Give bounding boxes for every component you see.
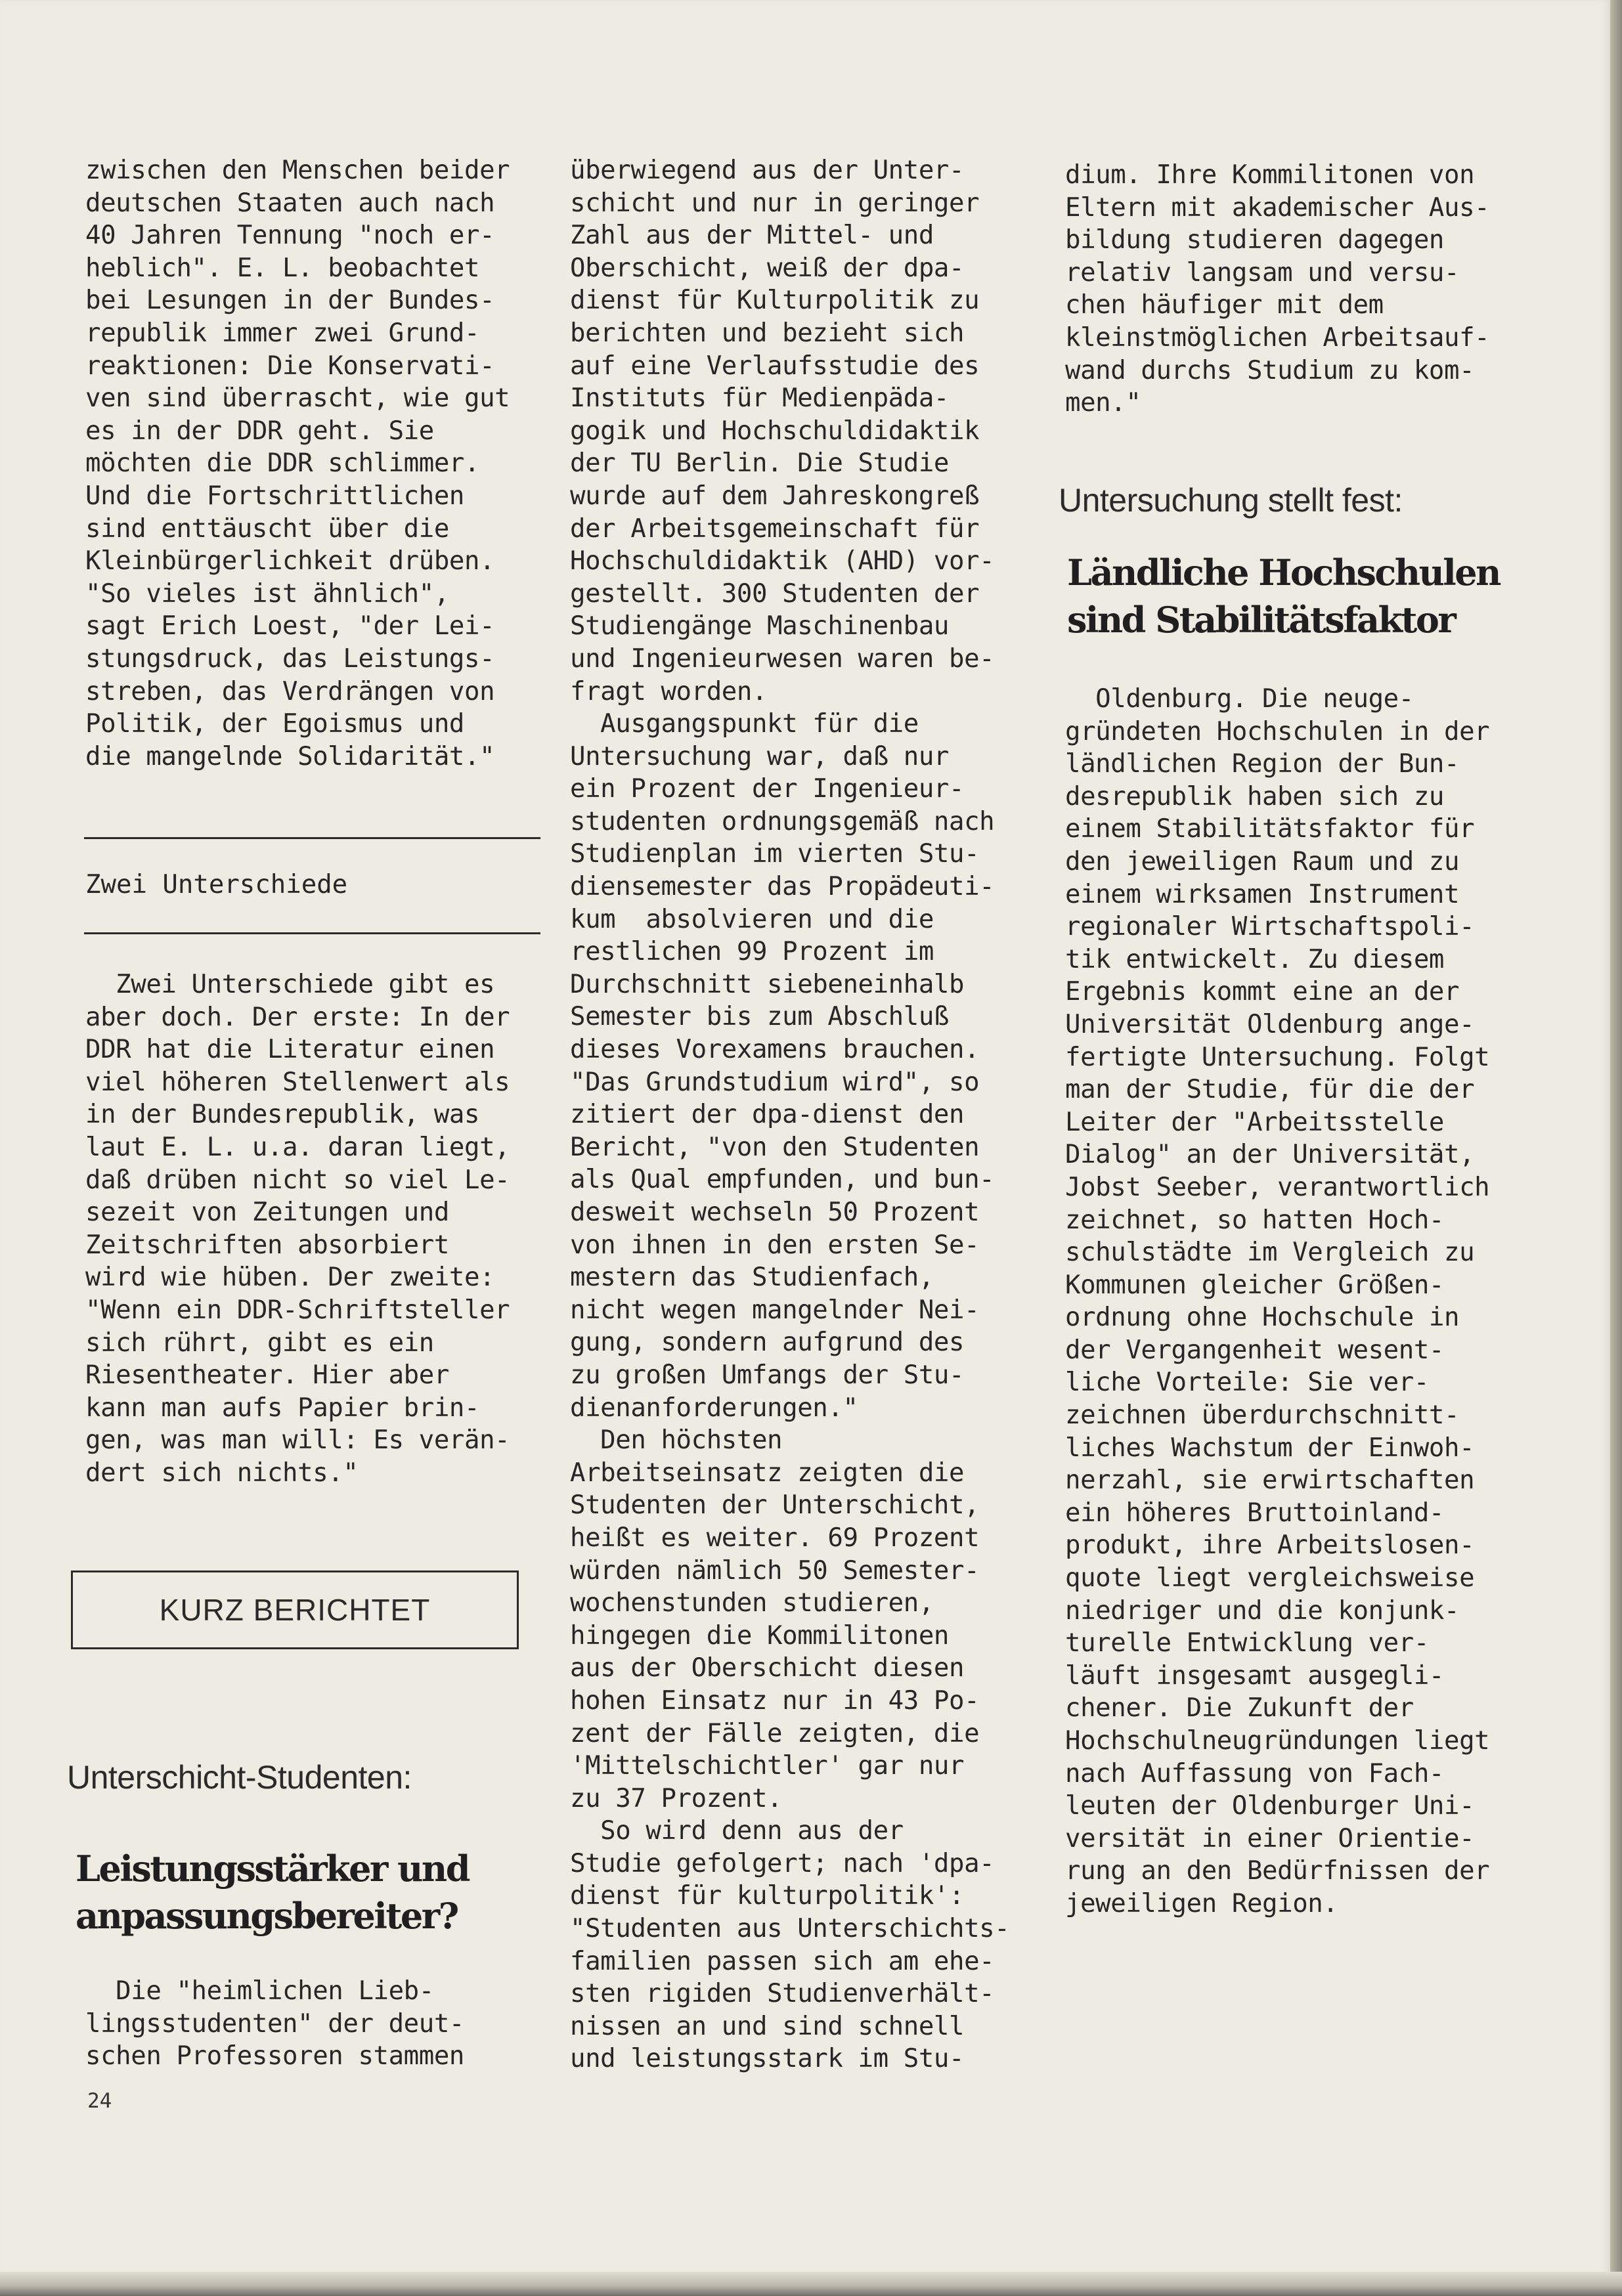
text-line: bei Lesungen in der Bundes- [85, 286, 495, 316]
text-line: berichten und bezieht sich [570, 318, 965, 348]
text-line: sind enttäuscht über die [85, 513, 449, 544]
kicker-untersuchung: Untersuchung stellt fest: [1059, 482, 1403, 519]
text-line: Studie gefolgert; nach 'dpa- [570, 1848, 995, 1878]
text-line: Oberschicht, weiß der dpa- [570, 253, 965, 283]
text-line: Ausgangspunkt für die [570, 709, 919, 739]
text-line: in der Bundesrepublik, was [85, 1100, 480, 1130]
text-line: relativ langsam und versu- [1065, 257, 1460, 288]
text-line: fragt worden. [570, 676, 768, 706]
text-line: Den höchsten [570, 1425, 783, 1456]
text-line: Eltern mit akademischer Aus- [1065, 192, 1490, 223]
column-1-text-bottom [85, 1975, 464, 2073]
headline-line: Leistungsstärker und [76, 1848, 469, 1890]
text-line: kleinstmöglichen Arbeitsauf- [1065, 322, 1490, 353]
text-line: dium. Ihre Kommilitonen von [1065, 160, 1475, 190]
text-line: Studiengänge Maschinenbau [570, 611, 949, 641]
text-line: sagt Erich Loest, "der Lei- [85, 611, 495, 641]
text-line: zu 37 Prozent. [570, 1783, 783, 1813]
kicker-unterschicht: Unterschicht-Studenten: [67, 1759, 412, 1796]
text-line: daß drüben nicht so viel Le- [85, 1165, 510, 1195]
page-edge-bottom [0, 2272, 1622, 2296]
text-line: wurde auf dem Jahreskongreß [570, 481, 980, 511]
text-line: der TU Berlin. Die Studie [570, 448, 949, 479]
text-line: So wird denn aus der [570, 1816, 904, 1846]
text-line: "So vieles ist ähnlich", [85, 578, 449, 609]
text-line: einem wirksamen Instrument [1065, 879, 1460, 909]
text-line: desrepublik haben sich zu [1065, 781, 1444, 812]
text-line: dieses Vorexamens brauchen. [570, 1035, 980, 1065]
text-line: kann man aufs Papier brin- [85, 1393, 480, 1423]
text-line: stungsdruck, das Leistungs- [85, 643, 495, 674]
text-line: zwischen den Menschen beider [85, 156, 510, 185]
text-line: ein Prozent der Ingenieur- [570, 774, 965, 804]
text-line: Untersuchung war, daß nur [570, 741, 949, 771]
text-line: gestellt. 300 Studenten der [570, 578, 980, 609]
text-line: Politik, der Egoismus und [85, 709, 464, 739]
text-line: zitiert der dpa-dienst den [570, 1100, 965, 1130]
text-line: von ihnen in den ersten Se- [570, 1230, 980, 1260]
text-line: studenten ordnungsgemäß nach [570, 806, 995, 836]
text-line: zeichnen überdurchschnitt- [1065, 1400, 1460, 1431]
text-line: dert sich nichts." [85, 1458, 359, 1488]
column-3-text-bottom [1065, 683, 1489, 1920]
text-line: lingsstudenten" der deut- [85, 2008, 464, 2039]
text-line: jeweiligen Region. [1065, 1888, 1338, 1918]
text-line: familien passen sich am ehe- [570, 1946, 995, 1976]
text-line: es in der DDR geht. Sie [85, 416, 434, 446]
text-line: wird wie hüben. Der zweite: [85, 1263, 495, 1293]
text-line: ländlichen Region der Bun- [1065, 749, 1460, 779]
text-line: heblich". E. L. beobachtet [85, 253, 480, 283]
text-line: reaktionen: Die Konservati- [85, 351, 495, 381]
text-line: "Das Grundstudium wird", so [570, 1067, 980, 1097]
text-line: regionaler Wirtschaftspoli- [1065, 912, 1475, 942]
text-line: Durchschnitt siebeneinhalb [570, 969, 965, 999]
text-line: zeichnet, so hatten Hoch- [1065, 1205, 1444, 1235]
text-line: wand durchs Studium zu kom- [1065, 355, 1475, 385]
text-line: läuft insgesamt ausgegli- [1065, 1660, 1444, 1691]
text-line: kum absolvieren und die [570, 904, 934, 934]
text-line: mestern das Studienfach, [570, 1263, 934, 1293]
text-line: ordnung ohne Hochschule in [1065, 1303, 1460, 1333]
text-line: liches Wachstum der Einwoh- [1065, 1433, 1475, 1463]
text-line: "Studenten aus Unterschichts- [570, 1914, 1010, 1944]
kurz-berichtet-box: KURZ BERICHTET [71, 1570, 519, 1649]
text-line: zent der Fälle zeigten, die [570, 1718, 980, 1748]
text-line: als Qual empfunden, und bun- [570, 1165, 995, 1195]
column-1-text-top [85, 154, 510, 773]
text-line: den jeweiligen Raum und zu [1065, 846, 1460, 877]
text-line: men." [1065, 388, 1141, 418]
text-line: nach Auffassung von Fach- [1065, 1758, 1444, 1788]
text-line: laut E. L. u.a. daran liegt, [85, 1132, 510, 1162]
text-line: aus der Oberschicht diesen [570, 1653, 965, 1683]
text-line: Arbeitseinsatz zeigten die [570, 1458, 965, 1488]
text-line: chen häufiger mit dem [1065, 290, 1384, 320]
text-line: dienanforderungen." [570, 1393, 858, 1423]
text-line: Zeitschriften absorbiert [85, 1230, 449, 1260]
text-line: Zwei Unterschiede gibt es [85, 970, 495, 999]
text-line: Hochschuldidaktik (AHD) vor- [570, 546, 995, 576]
text-line: 40 Jahren Tennung "noch er- [85, 221, 495, 251]
text-line: "Wenn ein DDR-Schriftsteller [85, 1295, 510, 1325]
text-line: würden nämlich 50 Semester- [570, 1555, 980, 1586]
rule-bottom [84, 932, 540, 934]
headline-laendliche-hochschulen [1067, 549, 1500, 643]
text-line: 'Mittelschichtler' gar nur [570, 1751, 965, 1781]
text-line: schulstädte im Vergleich zu [1065, 1238, 1475, 1268]
text-line: deutschen Staaten auch nach [85, 188, 495, 218]
text-line: Und die Fortschrittlichen [85, 481, 464, 511]
subheading-zwei-unterschiede: Zwei Unterschiede [85, 870, 348, 899]
text-line: Oldenburg. Die neuge- [1065, 684, 1414, 714]
text-line: diensemester das Propädeuti- [570, 872, 995, 902]
text-line: überwiegend aus der Unter- [570, 156, 965, 185]
text-line: möchten die DDR schlimmer. [85, 448, 480, 479]
text-line: ven sind überrascht, wie gut [85, 383, 510, 414]
text-line: schen Professoren stammen [85, 2041, 464, 2071]
text-line: gen, was man will: Es verän- [85, 1425, 510, 1456]
text-line: niedriger und die konjunk- [1065, 1595, 1460, 1626]
text-line: republik immer zwei Grund- [85, 318, 480, 348]
text-line: Studenten der Unterschicht, [570, 1490, 980, 1521]
text-line: nerzahl, sie erwirtschaften [1065, 1465, 1475, 1496]
text-line: Hochschulneugründungen liegt [1065, 1726, 1490, 1756]
text-line: Universität Oldenburg ange- [1065, 1009, 1475, 1039]
text-line: quote liegt vergleichsweise [1065, 1563, 1475, 1593]
text-line: DDR hat die Literatur einen [85, 1035, 495, 1065]
text-line: hohen Einsatz nur in 43 Po- [570, 1685, 980, 1716]
text-line: heißt es weiter. 69 Prozent [570, 1523, 980, 1553]
column-2-text [570, 154, 1009, 2075]
text-line: Instituts für Medienpäda- [570, 383, 949, 414]
text-line: wochenstunden studieren, [570, 1588, 934, 1618]
text-line: man der Studie, für die der [1065, 1075, 1475, 1105]
text-line: der Arbeitsgemeinschaft für [570, 513, 980, 544]
column-3-text-top [1065, 159, 1489, 420]
text-line: auf eine Verlaufsstudie des [570, 351, 980, 381]
text-line: bildung studieren dagegen [1065, 225, 1444, 255]
column-1-text-middle [85, 968, 510, 1490]
text-line: sezeit von Zeitungen und [85, 1198, 449, 1228]
headline-line: sind Stabilitätsfaktor [1067, 599, 1455, 641]
text-line: und leistungsstark im Stu- [570, 2044, 965, 2074]
text-line: Studienplan im vierten Stu- [570, 839, 980, 869]
text-line: streben, das Verdrängen von [85, 676, 495, 706]
text-line: desweit wechseln 50 Prozent [570, 1198, 980, 1227]
page-number: 24 [87, 2089, 112, 2113]
text-line: Riesentheater. Hier aber [85, 1360, 449, 1391]
rule-top [84, 837, 540, 839]
headline-line: Ländliche Hochschulen [1067, 552, 1500, 594]
text-line: gründeten Hochschulen in der [1065, 716, 1490, 747]
text-line: die mangelnde Solidarität." [85, 741, 495, 771]
text-line: chener. Die Zukunft der [1065, 1693, 1414, 1723]
text-line: nissen an und sind schnell [570, 2011, 965, 2041]
text-line: Kommunen gleicher Größen- [1065, 1270, 1444, 1300]
text-line: gung, sondern aufgrund des [570, 1328, 965, 1358]
text-line: hingegen die Kommilitonen [570, 1620, 949, 1651]
text-line: Jobst Seeber, verantwortlich [1065, 1172, 1490, 1202]
text-line: und Ingenieurwesen waren be- [570, 643, 995, 674]
text-line: aber doch. Der erste: In der [85, 1002, 510, 1032]
headline-leistungsstaerker [76, 1845, 469, 1939]
text-line: tik entwickelt. Zu diesem [1065, 944, 1444, 974]
text-line: restlichen 99 Prozent im [570, 937, 934, 967]
text-line: Zahl aus der Mittel- und [570, 221, 934, 251]
text-line: ein höheres Bruttoinland- [1065, 1498, 1444, 1528]
text-line: viel höheren Stellenwert als [85, 1067, 510, 1097]
text-line: rung an den Bedürfnissen der [1065, 1856, 1490, 1886]
text-line: fertigte Untersuchung. Folgt [1065, 1042, 1490, 1072]
text-line: Dialog" an der Universität, [1065, 1140, 1475, 1170]
text-line: der Vergangenheit wesent- [1065, 1335, 1444, 1365]
text-line: produkt, ihre Arbeitslosen- [1065, 1530, 1475, 1561]
headline-line: anpassungsbereiter? [76, 1895, 458, 1937]
text-line: dienst für Kulturpolitik zu [570, 286, 980, 316]
text-line: schicht und nur in geringer [570, 188, 980, 218]
text-line: zu großen Umfangs der Stu- [570, 1360, 965, 1390]
text-line: Bericht, "von den Studenten [570, 1132, 980, 1162]
text-line: gogik und Hochschuldidaktik [570, 416, 980, 446]
text-line: Die "heimlichen Lieb- [85, 1976, 434, 2006]
text-line: leuten der Oldenburger Uni- [1065, 1791, 1475, 1821]
text-line: einem Stabilitätsfaktor für [1065, 814, 1475, 844]
text-line: sich rührt, gibt es ein [85, 1328, 434, 1358]
page-edge-right [1610, 0, 1622, 2296]
text-line: sten rigiden Studienverhält- [570, 1979, 995, 2009]
text-line: dienst für kulturpolitik': [570, 1881, 965, 1911]
text-line: nicht wegen mangelnder Nei- [570, 1295, 980, 1325]
text-line: Semester bis zum Abschluß [570, 1002, 949, 1032]
text-line: Leiter der "Arbeitsstelle [1065, 1107, 1444, 1137]
text-line: turelle Entwicklung ver- [1065, 1628, 1429, 1658]
text-line: Kleinbürgerlichkeit drüben. [85, 546, 495, 576]
text-line: versität in einer Orientie- [1065, 1823, 1475, 1853]
text-line: Ergebnis kommt eine an der [1065, 977, 1460, 1007]
text-line: liche Vorteile: Sie ver- [1065, 1368, 1429, 1398]
